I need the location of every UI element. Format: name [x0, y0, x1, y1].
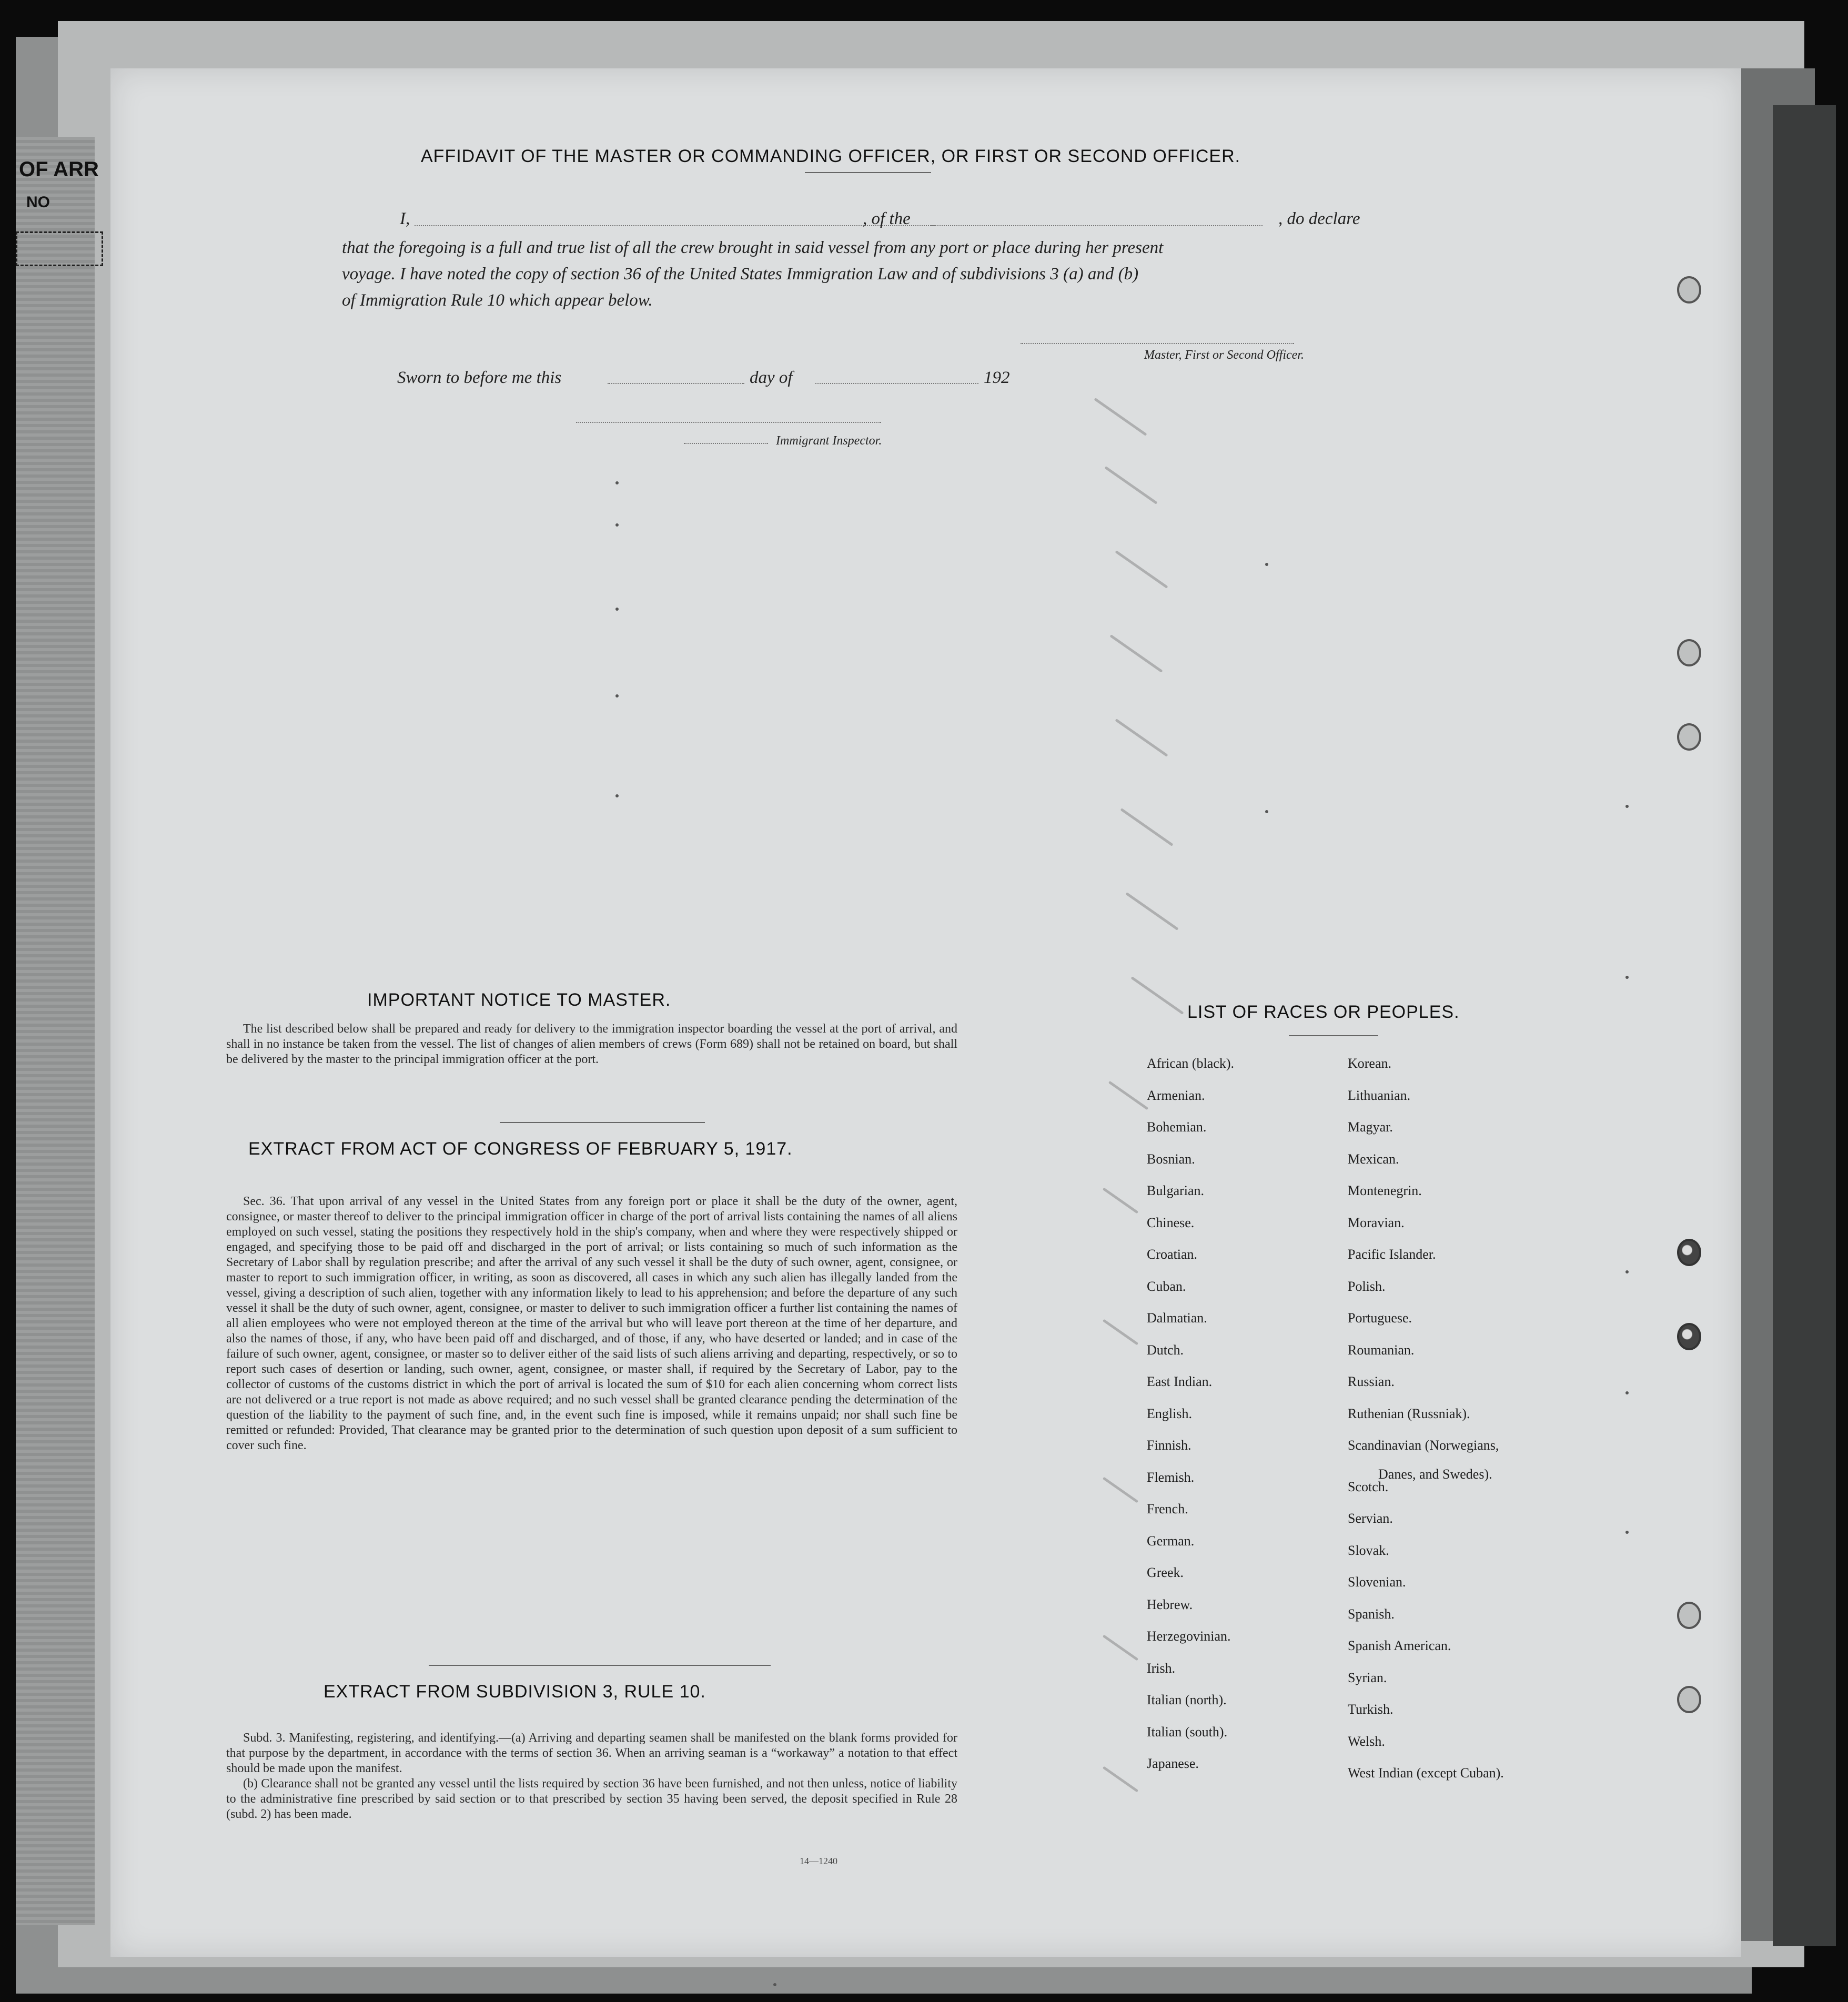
race-item: Irish.: [1147, 1660, 1176, 1676]
races-title: LIST OF RACES OR PEOPLES.: [1187, 1002, 1460, 1022]
bleed-dot: [615, 608, 619, 611]
race-item: Portuguese.: [1348, 1310, 1412, 1326]
race-item: Bosnian.: [1147, 1151, 1195, 1167]
race-item: Finnish.: [1147, 1438, 1191, 1453]
race-item: Herzegovinian.: [1147, 1629, 1231, 1644]
race-item: Flemish.: [1147, 1469, 1195, 1485]
race-item: Scandinavian (Norwegians,: [1348, 1438, 1499, 1453]
signature-label: Master, First or Second Officer.: [1144, 348, 1304, 362]
race-item: Spanish American.: [1348, 1638, 1451, 1653]
binder-hole: [1677, 276, 1701, 304]
form-number: 14—1240: [800, 1856, 837, 1866]
race-item: French.: [1147, 1501, 1188, 1516]
race-item: Russian.: [1348, 1374, 1395, 1389]
affidavit-title: AFFIDAVIT OF THE MASTER OR COMMANDING OFFICER, OR FIRST OR SECOND OFFICER.: [421, 146, 1241, 166]
inspector-dotted-lead: [684, 443, 768, 444]
bleed-through-mark: [1103, 1635, 1138, 1661]
affidavit-i: I,: [400, 209, 410, 228]
affidavit-line: of Immigration Rule 10 which appear below.: [342, 291, 653, 310]
binder-hole: [1677, 639, 1701, 666]
race-item: Servian.: [1348, 1511, 1393, 1526]
divider: [500, 1122, 705, 1123]
sworn-text: Sworn to before me this: [397, 368, 562, 387]
notice-title: IMPORTANT NOTICE TO MASTER.: [367, 990, 671, 1010]
race-item: Lithuanian.: [1348, 1087, 1411, 1103]
notice-text: The list described below shall be prepared and ready for delivery to the immigration inspector boarding the vessel at the port of arrival, and shall in no instance be taken from the vessel. The list of changes of alien members of crews (Form 689) shall not be retained on board, but shall be delivered by the master to the principal immigration officer at the port.: [226, 1022, 957, 1066]
manifest-back-page: [110, 68, 1741, 1957]
race-item: English.: [1147, 1406, 1192, 1421]
bleed-through-mark: [1115, 719, 1168, 757]
race-item: Armenian.: [1147, 1087, 1205, 1103]
inspector-signature-line[interactable]: [576, 422, 881, 423]
bleed-through-mark: [1103, 1766, 1138, 1793]
race-item: German.: [1147, 1533, 1195, 1549]
bleed-dot: [615, 481, 619, 484]
race-item: Chinese.: [1147, 1215, 1195, 1230]
act-title: EXTRACT FROM ACT OF CONGRESS OF FEBRUARY 5, 1917.: [248, 1139, 793, 1159]
race-item: Turkish.: [1348, 1702, 1393, 1717]
divider: [429, 1665, 771, 1666]
bleed-dot: [615, 523, 619, 527]
bleed-dot: [615, 694, 619, 697]
races-left-column: [1147, 1048, 1234, 1780]
races-right-column: [1348, 1048, 1504, 1780]
bleed-dot: [1625, 1531, 1629, 1534]
race-item: East Indian.: [1147, 1374, 1213, 1389]
race-item: Korean.: [1348, 1056, 1392, 1071]
signature-line[interactable]: [1021, 343, 1294, 344]
inspector-label: Immigrant Inspector.: [776, 434, 882, 448]
bleed-dot: [1625, 805, 1629, 808]
sworn-month-field[interactable]: [815, 383, 978, 384]
race-item: Pacific Islander.: [1348, 1247, 1436, 1262]
edge-stamp-box: [16, 231, 103, 266]
name-blank-field[interactable]: [415, 225, 935, 226]
race-item: Italian (south).: [1147, 1724, 1228, 1740]
bleed-through-mark: [1108, 1081, 1149, 1110]
affidavit-line: that the foregoing is a full and true list of all the crew brought in said vessel from any port or place during her present: [342, 238, 1164, 257]
year-prefix: 192: [984, 368, 1010, 387]
backing-sheet: [1773, 105, 1836, 1946]
race-item: Bulgarian.: [1147, 1183, 1205, 1198]
race-item: Moravian.: [1348, 1215, 1405, 1230]
race-item: Cuban.: [1147, 1278, 1186, 1294]
race-item: Welsh.: [1348, 1733, 1385, 1749]
race-item: Mexican.: [1348, 1151, 1399, 1167]
edge-label-arrival: OF ARR: [19, 158, 99, 181]
binder-hole: [1677, 1602, 1701, 1629]
vessel-blank-field[interactable]: [931, 225, 1263, 226]
bleed-through-mark: [1125, 892, 1178, 931]
bleed-through-mark: [1103, 1319, 1138, 1346]
race-item: Spanish.: [1348, 1606, 1395, 1622]
bleed-through-mark: [1115, 550, 1168, 589]
race-item: Italian (north).: [1147, 1692, 1227, 1707]
affidavit-line: voyage. I have noted the copy of section 36 of the United States Immigration Law and of subdivisions 3 (a) and (b): [342, 265, 1139, 284]
affidavit-of-the: , of the: [863, 209, 911, 228]
race-item: Croatian.: [1147, 1247, 1198, 1262]
race-item: Bohemian.: [1147, 1119, 1207, 1135]
bleed-through-mark: [1103, 1188, 1138, 1214]
rule-title: EXTRACT FROM SUBDIVISION 3, RULE 10.: [324, 1682, 706, 1702]
race-item: Japanese.: [1147, 1756, 1199, 1771]
bleed-through-mark: [1104, 466, 1157, 504]
race-item: West Indian (except Cuban).: [1348, 1765, 1504, 1781]
divider: [805, 172, 931, 173]
bleed-through-mark: [1094, 398, 1147, 436]
bleed-dot: [1265, 810, 1268, 813]
binder-hole: [1677, 1239, 1701, 1266]
race-item: Slovenian.: [1348, 1574, 1406, 1590]
sworn-day-field[interactable]: [608, 383, 744, 384]
edge-label-number: NO: [26, 194, 50, 211]
race-item: African (black).: [1147, 1056, 1235, 1071]
bleed-through-mark: [1109, 634, 1163, 673]
rule-text-b: (b) Clearance shall not be granted any vessel until the lists required by section 36 have been furnished, and not then unless, notice of liability to the administrative fine prescribed by said section or to that prescribed by section 35 having been served, the deposit specified in Rule 28 (subd. 2) has been made.: [226, 1777, 957, 1821]
bleed-through-mark: [1103, 1477, 1138, 1503]
divider: [1289, 1035, 1378, 1036]
binder-hole: [1677, 1686, 1701, 1713]
race-item: Ruthenian (Russniak).: [1348, 1406, 1470, 1421]
race-item: Syrian.: [1348, 1670, 1387, 1685]
race-item: Dutch.: [1147, 1342, 1184, 1358]
race-item: Scotch.: [1348, 1479, 1389, 1494]
bleed-dot: [1265, 563, 1268, 566]
act-text: Sec. 36. That upon arrival of any vessel in the United States from any foreign port or place it shall be the duty of the owner, agent, consignee, or master thereof to deliver to the principal immigration officer in charge of the port of arrival lists containing the names of all aliens employed on such vessel, stating the positions they respectively hold in the ship's company, when and where they were respectively shipped or engaged, and specifying those to be paid off and discharged in the port of arrival; or lists containing so much of such information as the Secretary of Labor shall by regulation prescribe; and after the arrival of any such vessel it shall be the duty of such owner, agent, consignee, or master to report to such immigration officer, in writing, as soon as discovered, all cases in which any such alien has illegally landed from the vessel, giving a description of such alien, together with any information likely to lead to his apprehension; and before the departure of any such vessel it shall be the duty of such owner, agent, consignee, or master to deliver to such immigration officer a further list containing the names of all alien employees who were not employed thereon at the time of the arrival but who will leave port thereon at the time of her departure, and also the names of those, if any, who have been paid off and discharged, and of those, if any, who have deserted or landed; and in case of the failure of such owner, agent, consignee, or master so to deliver either of the said lists of such aliens arriving and departing, respectively, or so to report such cases of desertion or landing, such owner, agent, consignee, or master shall, if required by the Secretary of Labor, pay to the collector of customs of the customs district in which the port of arrival is located the sum of $10 for each alien concerning whom correct lists are not delivered or a true report is not made as above required; and no such vessel shall be granted clearance pending the determination of the question of the liability to the payment of such fine, and, in the event such fine is imposed, while it remains unpaid; nor shall such fine be remitted or refunded: Provided, That clearance may be granted prior to the determination of such question upon deposit of a sum sufficient to cover such fine.: [226, 1195, 957, 1452]
bleed-through-mark: [1120, 808, 1173, 846]
bleed-dot: [1625, 1391, 1629, 1394]
page-edge-strip: [16, 137, 95, 1925]
bleed-through-mark: [1130, 976, 1184, 1015]
affidavit-do-declare: , do declare: [1278, 209, 1360, 228]
bleed-dot: [1625, 976, 1629, 979]
binder-hole: [1677, 1323, 1701, 1350]
race-item: Magyar.: [1348, 1119, 1393, 1135]
race-scandinavian-continuation: Danes, and Swedes).: [1378, 1467, 1492, 1482]
race-item: Greek.: [1147, 1565, 1184, 1580]
day-of-text: day of: [750, 368, 793, 387]
race-item: Polish.: [1348, 1278, 1386, 1294]
binder-hole: [1677, 723, 1701, 751]
rule-text-a: Subd. 3. Manifesting, registering, and identifying.—(a) Arriving and departing seamen shall be manifested on the blank forms provided for that purpose by the department, in accordance with the terms of section 36. When an arriving seaman is a “workaway” a notation to that effect should be made upon the manifest.: [226, 1731, 957, 1775]
race-item: Dalmatian.: [1147, 1310, 1207, 1326]
race-item: Slovak.: [1348, 1542, 1389, 1558]
race-item: Montenegrin.: [1348, 1183, 1422, 1198]
race-item: Roumanian.: [1348, 1342, 1415, 1358]
bleed-dot: [773, 1983, 776, 1986]
bleed-dot: [615, 794, 619, 797]
race-item: Hebrew.: [1147, 1596, 1193, 1612]
bleed-dot: [1625, 1270, 1629, 1273]
